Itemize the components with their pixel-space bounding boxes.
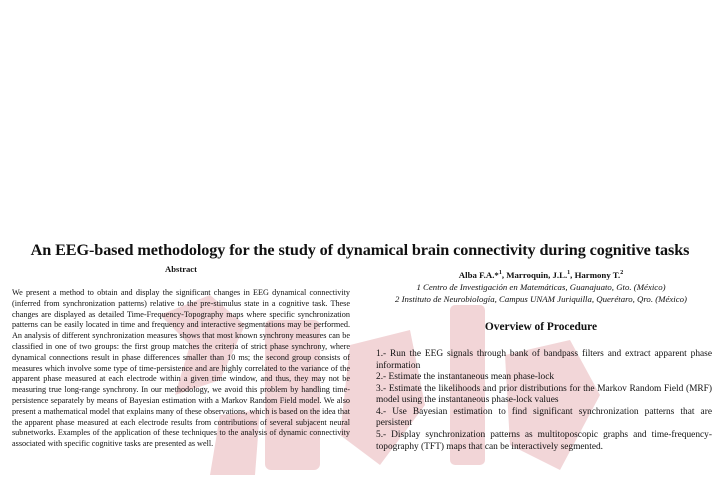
author-list xyxy=(370,267,712,281)
author-name: Harmony T. xyxy=(574,269,621,280)
author-name: Marroquin, J.L. xyxy=(506,269,568,280)
abstract-text: We present a method to obtain and display the significant changes in EEG dynamical connectivity (inferred from synchronization patterns) relative to the pre-stimulus state in a cognitive task. These changes are displayed as detailed Time-Frequency-Topography maps where specific synchronization patterns can be easily located in time and frequency and interactive segmentations may be performed. An analysis of different synchronization measures shows that most known synchrony measures can be classified in one of two groups: the first group matches the criteria of strict phase synchrony, where dynamical connections result in phase differences smaller than 10 ms; the second group consists of measures which involve some type of time-persistence and are highly correlated to the variance of the apparent phase measured at each electrode within a given time window, and thus, they may not be measuring true long-range synchrony. In our methodology, we avoid this problem by handling time-persistence separately by means of Bayesian estimation with a Markov Random Field model. We also present a mathematical model that explains many of these observations, which is based on the idea that the apparent phase measured at each electrode results from contributions of several subjacent neural subnetworks. Examples of the application of these techniques to the analysis of dynamic connectivity associated with specific cognitive tasks are presented as well. xyxy=(12,288,350,449)
procedure-step: 4.- Use Bayesian estimation to find significant synchronization patterns that are persistent xyxy=(376,406,712,429)
authors-section xyxy=(370,267,712,453)
author-separator: , xyxy=(501,269,507,280)
author-separator: , xyxy=(570,269,575,280)
abstract-section xyxy=(12,264,350,450)
procedure-step: 2.- Estimate the instantaneous mean phase-lock xyxy=(376,372,555,383)
paper-title: An EEG-based methodology for the study of dynamical brain connectivity during cognitive tasks xyxy=(30,241,690,259)
author-affiliation-mark: 1 xyxy=(498,270,502,276)
abstract-heading: Abstract xyxy=(165,264,197,274)
author-name: Alba F.A.* xyxy=(458,269,499,280)
affiliation-line: 2 Instituto de Neurobiología, Campus UNAM Juriquilla, Querétaro, Qro. (México) xyxy=(395,293,687,304)
affiliation-line: 1 Centro de Investigación en Matemáticas, Guanajuato, Gto. (México) xyxy=(416,281,666,292)
procedure-step: 5.- Display synchronization patterns as multitoposcopic graphs and time-frequency-topography (TFT) maps that can be interactively segmented. xyxy=(376,430,712,452)
procedure-step: 1.- Run the EEG signals through bank of bandpass filters and extract apparent phase information xyxy=(376,348,712,371)
author-affiliation-mark: 2 xyxy=(620,270,624,276)
procedure-step: 3.- Estimate the likelihoods and prior distributions for the Markov Random Field (MRF) model using the instantaneous phase-lock values xyxy=(376,383,712,406)
procedure-step-list xyxy=(370,349,712,453)
overview-heading: Overview of Procedure xyxy=(484,320,598,333)
author-affiliation-mark: 1 xyxy=(567,270,571,276)
